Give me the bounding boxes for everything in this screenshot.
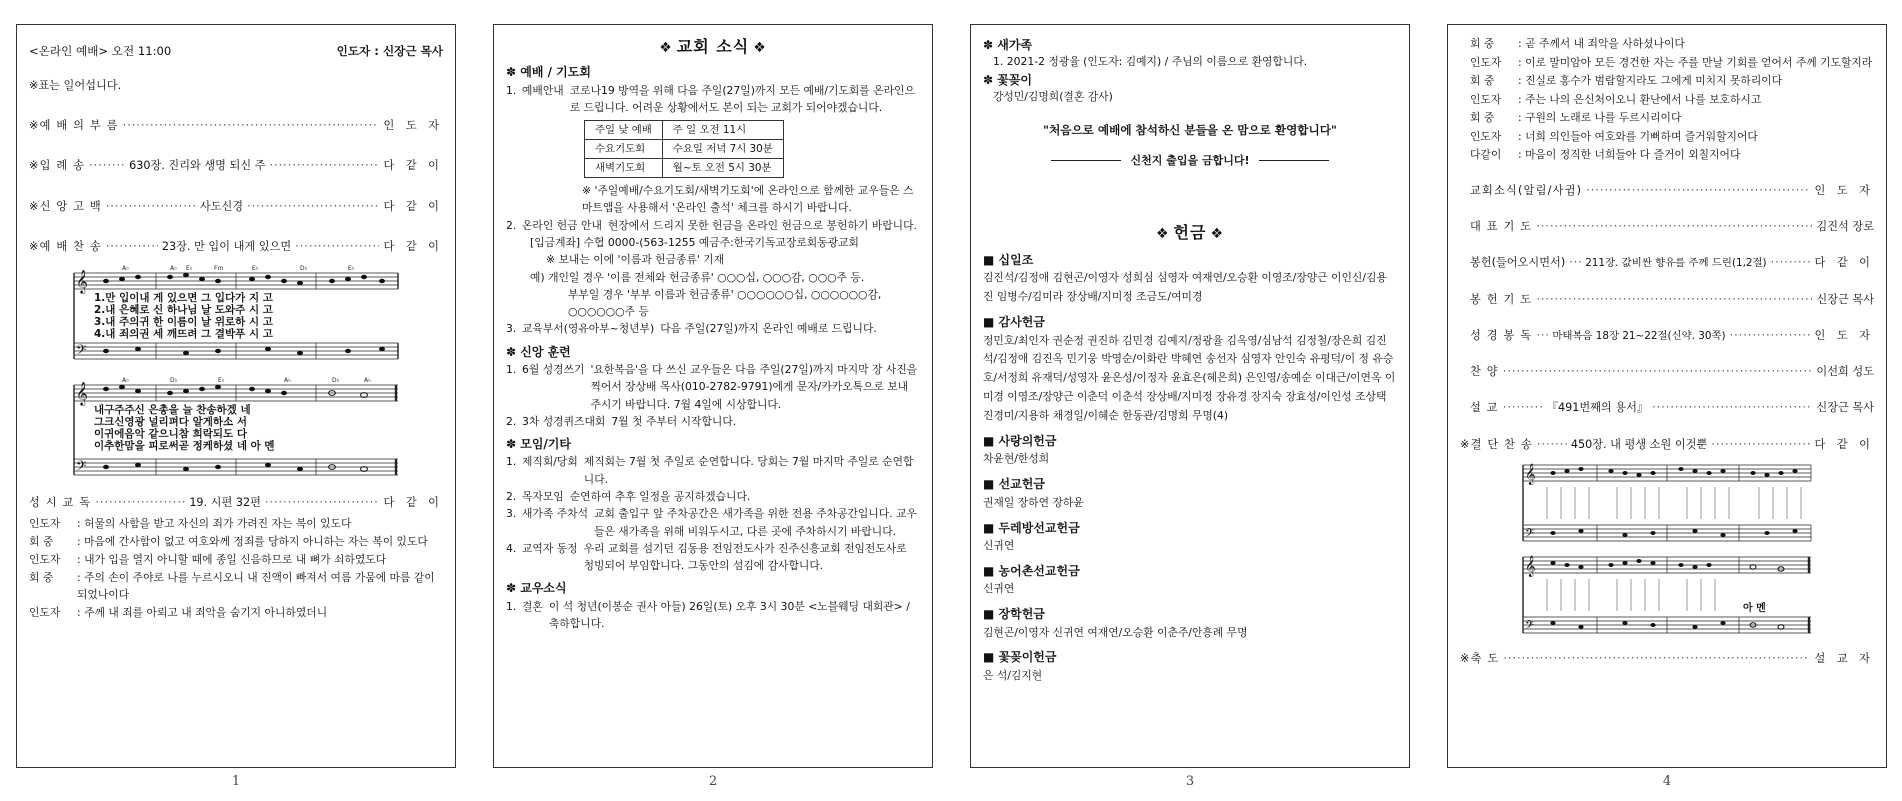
svg-text:𝄢: 𝄢: [76, 341, 87, 361]
section-heading: ✽ 꽃꽂이: [983, 72, 1033, 87]
svg-text:A♭: A♭: [170, 264, 177, 272]
svg-text:A♭: A♭: [122, 376, 129, 384]
hymn-score-bottom: [1517, 551, 1817, 639]
offering-names: 신귀연: [983, 539, 1015, 552]
table-row: 새벽기도회 월~토 오전 5시 30분: [585, 159, 784, 178]
welcome-message: "처음으로 예배에 참석하신 분들을 온 맘으로 환영합니다": [1043, 123, 1337, 137]
section-heading: ✽ 교우소식: [506, 581, 567, 596]
svg-text:D♭: D♭: [300, 264, 308, 272]
svg-text:E♭: E♭: [186, 264, 193, 272]
hymn-lyric-line: 4.내 죄의권 세 깨뜨려 그 결박푸 시 고: [94, 327, 273, 340]
order-row: ※축 도 ····· 설 교 자: [1460, 651, 1874, 667]
offering-example: 부부일 경우 '부부 이름과 헌금종류' ○○○○○○십, ○○○○○○감, ○○○○○○주 등: [568, 287, 882, 319]
news-item: 3. 새가족 주차석 교회 출입구 앞 주차공간은 새가족을 위한 전용 주차공간입니다. 교우들은 새가족을 위해 비워두시고, 다른 곳에 주차하시기 바랍니다.: [506, 507, 917, 538]
service-header: [29, 43, 443, 60]
diamond-icon: ❖: [1155, 225, 1170, 242]
news-item: 2. 목자모임 순연하여 추후 일정을 공지하겠습니다.: [506, 489, 751, 503]
schedule-table: [584, 120, 784, 178]
bulletin-page-3: [970, 24, 1410, 768]
offering-category: ■ 선교헌금: [983, 476, 1397, 493]
svg-text:D♭: D♭: [332, 376, 340, 384]
bulletin-page-1: [16, 24, 456, 768]
hymn-lyric-line: 이귀에음악 같으니참 희락되도 다: [94, 427, 247, 440]
amen-label: 아 멘: [1743, 602, 1766, 614]
flower-entry: 강성민/김명희(결혼 감사): [993, 89, 1113, 103]
shincheonji-notice: 신천지 출입을 금합니다!: [1130, 153, 1250, 167]
offering-title: ❖ 헌금 ❖: [983, 221, 1397, 244]
offering-names: 차윤현/한성희: [983, 452, 1050, 466]
hymn-lyric-line: 1.만 입이내 게 있으면 그 입다가 지 고: [94, 291, 273, 304]
response-line: 인도자 : 주께 내 죄를 아뢰고 내 죄악을 숨기지 아니하였더니: [29, 606, 328, 620]
response-line: 회 중 : 주의 손이 주야로 나를 누르시오니 내 진액이 빠져서 여름 가뭄에 마름 같이 되었나이다: [29, 570, 435, 602]
news-item: 1. 6월 성경쓰기 '요한복음'을 다 쓰신 교우들은 다음 주일(27일)까지 마지막 장 사진을 찍어서 장상배 목사(010-2782-9791)에게 문자/카카오톡으로 보내 주시기 바랍니다. 7월 4일에 시상합니다.: [506, 363, 918, 411]
table-row: 수요기도회 수요일 저녁 7시 30분: [585, 140, 784, 159]
diamond-icon: ❖: [1210, 225, 1225, 242]
table-row: 주일 낮 예배 주 일 오전 11시: [585, 121, 784, 140]
online-attendance-note: ※ '주일예배/수요기도회/새벽기도회'에 온라인으로 함께한 교우들은 스마트앱을 사용해서 '온라인 출석' 체크를 하시기 바랍니다.: [582, 184, 914, 215]
section-heading: ✽ 신앙 훈련: [506, 344, 571, 359]
offering-example: 예) 개인일 경우 '이름 전체와 헌금종류' ○○○십, ○○○감, ○○○주 등.: [530, 270, 865, 284]
response-line: 인도자 : 너희 의인들아 여호와를 기뻐하며 즐거워할지어다: [1470, 129, 1758, 143]
news-item: 3. 교육부서(영유아부~청년부) 다음 주일(27일)까지 온라인 예배로 드립니다.: [506, 322, 877, 336]
offering-names: 신귀연: [983, 582, 1015, 596]
svg-text:𝄞: 𝄞: [76, 380, 88, 405]
order-row: 성 시 교 독 ····· 19. 시편 32편 ····· 다 같 이: [29, 495, 443, 511]
response-line: 회 중 : 곧 주께서 내 죄악을 사하셨나이다: [1470, 37, 1685, 50]
svg-text:𝄢: 𝄢: [76, 457, 87, 477]
offering-category: ■ 사랑의헌금: [983, 433, 1397, 450]
svg-text:E♭: E♭: [252, 264, 259, 272]
news-item: 2. 3차 성경퀴즈대회 7월 첫 주부터 시작합니다.: [506, 414, 737, 428]
offering-list: [983, 252, 1397, 686]
response-line: 인도자 : 이로 말미암아 모든 경건한 자는 주를 만날 기회를 얻어서 주께 기도할지라: [1470, 55, 1873, 69]
section-heading: ✽ 새가족: [983, 38, 1033, 52]
offering-category: ■ 감사헌금: [983, 314, 1397, 331]
response-line: 회 중 : 진실로 홍수가 범람할지라도 그에게 미치지 못하리이다: [1470, 74, 1783, 88]
offering-names: 권재일 장하연 장하윤: [983, 495, 1084, 509]
responsive-reading: [29, 515, 443, 622]
hymn-score-bottom: [66, 375, 406, 485]
service-leader: 인도자 : 신장근 목사: [336, 44, 443, 58]
hymn-lyric-line: 3.내 주의귀 한 이름이 날 위로하 시 고: [94, 315, 273, 328]
svg-text:𝄢: 𝄢: [1525, 618, 1535, 635]
hymn-score-top: [66, 263, 406, 369]
svg-text:A♭: A♭: [122, 264, 129, 272]
offering-names: 은 석/김지현: [983, 668, 1043, 682]
service-time: <온라인 예배> 오전 11:00: [29, 44, 172, 58]
offering-category: ■ 두레방선교헌금: [983, 520, 1397, 537]
svg-text:𝄢: 𝄢: [1525, 526, 1535, 543]
order-row: 교회소식(알림/사귐) ····· 인 도 자: [1460, 183, 1874, 199]
page-number: 4: [1662, 774, 1672, 789]
news-item: 1. 예배안내 코로나19 방역을 위해 다음 주일(27일)까지 모든 예배/기도회를 온라인으로 드립니다. 어려운 상황에서도 본이 되는 교회가 되어야겠습니다.: [506, 83, 915, 114]
svg-text:A♭: A♭: [364, 376, 371, 384]
page-number: 2: [708, 774, 718, 789]
response-line: 인도자 : 주는 나의 은신처이오니 환난에서 나를 보호하시고: [1470, 92, 1762, 106]
svg-text:A♭: A♭: [284, 376, 291, 384]
order-row: 설 교 ····· 『491번째의 용서』 ····· 신장근 목사: [1460, 400, 1874, 416]
order-row: ※결 단 찬 송 ····· 450장. 내 평생 소원 이것뿐 ····· 다 같 이: [1460, 437, 1874, 453]
hymn-score-top: [1517, 459, 1817, 547]
offering-category: ■ 십일조: [983, 252, 1397, 269]
svg-text:E♭: E♭: [348, 264, 355, 272]
offering-category: ■ 장학헌금: [983, 606, 1397, 623]
order-row: 찬 양 ····· 이선희 성도: [1460, 364, 1874, 380]
bulletin-page-2: [493, 24, 933, 768]
hymn-lyric-line: 그크신영광 널리펴다 알게하소 서: [94, 415, 247, 428]
order-row: ※입 례 송 ····· 630장. 진리와 생명 되신 주 ····· 다 같 이: [29, 158, 443, 174]
page-number: 1: [231, 774, 241, 789]
order-row: ※예 배 의 부 름 ····· 인 도 자: [29, 118, 443, 134]
hymn-lyric-line: 2.내 은혜로 신 하나님 날 도와주 시 고: [94, 303, 273, 316]
order-row: ※예 배 찬 송 ····· 23장. 만 입이 내게 있으면 ····· 다 같 이: [29, 239, 443, 255]
response-line: 인도자 : 내가 입을 열지 아니할 때에 종일 신음하므로 내 뼈가 쇠하였도다: [29, 552, 387, 566]
response-line: 인도자 : 허물의 사함을 받고 자신의 죄가 가려진 자는 복이 있도다: [29, 517, 352, 531]
svg-text:𝄞: 𝄞: [1525, 463, 1536, 485]
offering-names: 김진석/김정애 김현곤/이영자 성희심 심영자 여재연/오승환 이영조/장양근 이인신/김용진 임병수/김미라 장상배/지미정 조금도/여미경: [983, 271, 1387, 304]
new-family-entry: 1. 2021-2 정광율 (인도자: 김예지) / 주님의 이름으로 환영합니다.: [993, 55, 1308, 69]
news-item: 4. 교역자 동정 우리 교회를 섬기던 김동용 전임전도사가 진주신흥교회 전임전도사로 청빙되어 부임합니다. 그동안의 섬김에 감사합니다.: [506, 541, 907, 573]
svg-text:𝄞: 𝄞: [1525, 555, 1536, 577]
responsive-reading: [1470, 35, 1874, 165]
svg-text:D♭: D♭: [170, 376, 178, 384]
response-line: 다같이 : 마음이 정직한 너희들아 다 즐거이 외칠지어다: [1470, 148, 1741, 162]
page-number: 3: [1185, 774, 1195, 789]
news-item: 1. 제직회/당회 제직회는 7월 첫 주일로 순연합니다. 당회는 7월 마지막 주일로 순연합니다.: [506, 455, 914, 486]
offering-category: ■ 꽃꽂이헌금: [983, 649, 1397, 666]
order-row: 봉 헌 기 도 ····· 신장근 목사: [1460, 292, 1874, 308]
diamond-icon: ❖: [753, 40, 767, 56]
response-line: 회 중 : 구원의 노래로 나를 두르시리이다: [1470, 111, 1682, 125]
section-heading: ✽ 예배 / 기도회: [506, 65, 591, 80]
offering-names: 정민호/최인자 권순정 권진하 김민경 김예지/정광율 김옥영/심남석 김정철/장은희 김진석/김정애 김진옥 민기웅 박영순/이화란 박혜연 송선자 심영자 안인숙 유평덕/이 정 유승호/서정희 유재덕/성영자 윤은성/이정자 윤효은(혜은희) 은인영/송예순 이대근/이연옥 이미경 이영조/장양근 이춘덕 이춘석 장상배/지미정 장유경 장지숙 장효성/이인성 조상택 진경미/지용하 채경일/이혜순 한동관/김명희 무명(4): [983, 333, 1396, 423]
order-row: 대 표 기 도 ····· 김진석 장로: [1460, 219, 1874, 235]
news-title: ❖ 교회 소식 ❖: [506, 35, 920, 58]
section-heading: ✽ 모임/기타: [506, 437, 571, 452]
offering-names: 김현곤/이영자 신귀연 여재연/오승환 이춘주/안흥례 무명: [983, 625, 1248, 639]
news-item: 1. 결혼 이 석 청년(이봉순 권사 아들) 26일(토) 오후 3시 30분 <노블웨딩 대회관> / 축하합니다.: [506, 599, 910, 630]
hymn-lyric-line: 이추한맘을 피로써곧 정케하셨 네 아 멘: [94, 439, 275, 452]
offering-note: ※ 보내는 이에 '이름과 헌금종류' 기재: [546, 253, 725, 267]
svg-text:Fm: Fm: [214, 264, 224, 272]
diamond-icon: ❖: [659, 40, 673, 56]
response-line: 회 중 : 마음에 간사함이 없고 여호와께 정죄를 당하지 아니하는 자는 복이 있도다: [29, 535, 428, 549]
bulletin-page-4: [1447, 24, 1887, 768]
svg-text:E♭: E♭: [218, 376, 225, 384]
svg-text:𝄞: 𝄞: [76, 268, 88, 293]
order-row: ※신 앙 고 백 ····· 사도신경 ····· 다 같 이: [29, 199, 443, 215]
bank-account: [입금계좌] 수협 0000-(563-1255 예금주:한국기독교장로회동광교회: [530, 236, 859, 250]
news-item: 2. 온라인 헌금 안내 현장에서 드리지 못한 헌금을 온라인 헌금으로 봉헌하기 바랍니다.: [506, 218, 917, 232]
offering-category: ■ 농어촌선교헌금: [983, 563, 1397, 580]
notice-banner: [983, 153, 1397, 169]
order-row: 봉헌(들어오시면서) ····· 211장. 값비싼 향유를 주께 드린(1,2절) ····· 다 같 이: [1460, 255, 1874, 271]
hymn-lyric-line: 내구주주신 은총을 늘 찬송하겠 네: [94, 403, 251, 416]
order-row: 성 경 봉 독 ····· 마태복음 18장 21~22절(신약. 30쪽) ····· 인 도 자: [1460, 328, 1874, 344]
stand-note: ※표는 일어섭니다.: [29, 78, 122, 92]
